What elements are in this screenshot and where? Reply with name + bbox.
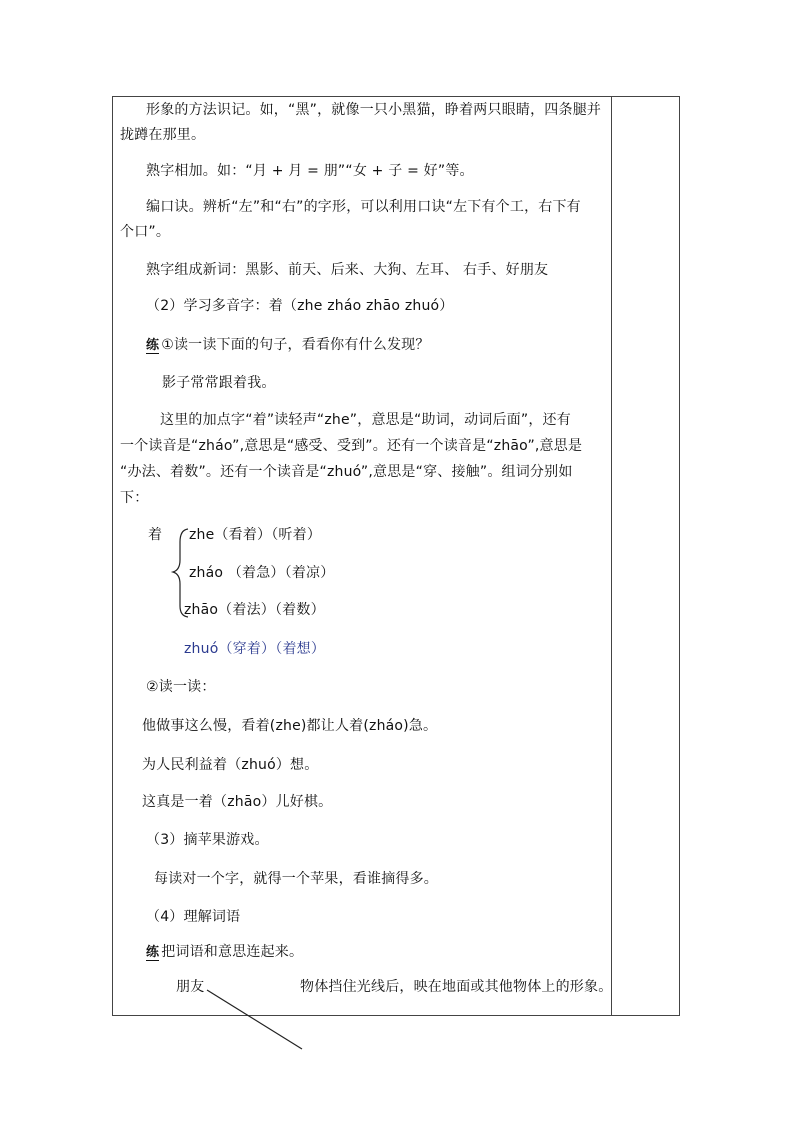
paragraph-line: 个口”。 <box>120 224 171 240</box>
polyphone-char: 着 <box>148 527 163 543</box>
match-meaning: 物体挡住光线后，映在地面或其他物体上的形象。 <box>300 979 613 995</box>
paragraph: 熟字相加。如：“月 + 月 = 朋”“女 + 子 = 好”等。 <box>146 163 474 179</box>
practice-icon: 练 <box>146 338 160 353</box>
paragraph-line: 形象的方法识记。如，“黑”，就像一只小黑猫，睁着两只眼睛，四条腿并 <box>146 102 602 118</box>
paragraph: 熟字组成新词：黑影、前天、后来、大狗、左耳、 右手、好朋友 <box>146 262 549 278</box>
reading-zhuo: zhuó（穿着）（着想） <box>184 641 326 657</box>
reading-sentence: 他做事这么慢，看着(zhe)都让人着(zháo)急。 <box>142 718 438 734</box>
explanation-line: 这里的加点字“着”读轻声“zhe”，意思是“助词，动词后面”，还有 <box>160 412 571 428</box>
section-title: （2）学习多音字：着（zhe zháo zhāo zhuó） <box>146 298 454 314</box>
paragraph: 每读对一个字，就得一个苹果，看谁摘得多。 <box>154 871 438 887</box>
reading-sentence: 为人民利益着（zhuó）想。 <box>142 757 319 773</box>
paragraph-line: 拢蹲在那里。 <box>120 127 206 143</box>
explanation-line: “办法、着数”。还有一个读音是“zhuó”,意思是“穿、接触”。组词分别如 <box>120 464 573 480</box>
reading-zhe: zhe（看着）（听着） <box>189 527 322 543</box>
reading-zhao1: zhāo（着法）（着数） <box>184 602 325 618</box>
paragraph-line: 编口诀。辨析“左”和“右”的字形，可以利用口诀“左下有个工，右下有 <box>146 199 581 215</box>
explanation-line: 一个读音是“zháo”,意思是“感受、受到”。还有一个读音是“zhāo”,意思是 <box>120 438 583 454</box>
example-sentence: 影子常常跟着我。 <box>162 375 276 391</box>
practice-text: 把词语和意思连起来。 <box>161 944 304 960</box>
reading-sentence: 这真是一着（zhāo）儿好棋。 <box>142 794 333 810</box>
practice-icon: 练 <box>146 945 160 960</box>
match-word: 朋友 <box>176 979 205 995</box>
section-title: ②读一读： <box>146 679 216 695</box>
section-title: （4）理解词语 <box>146 909 241 925</box>
reading-zhao2: zháo （着急）（着凉） <box>189 565 335 581</box>
practice-text: ①读一读下面的句子，看看你有什么发现？ <box>161 337 430 353</box>
explanation-line: 下： <box>120 490 149 506</box>
section-title: （3）摘苹果游戏。 <box>146 832 269 848</box>
